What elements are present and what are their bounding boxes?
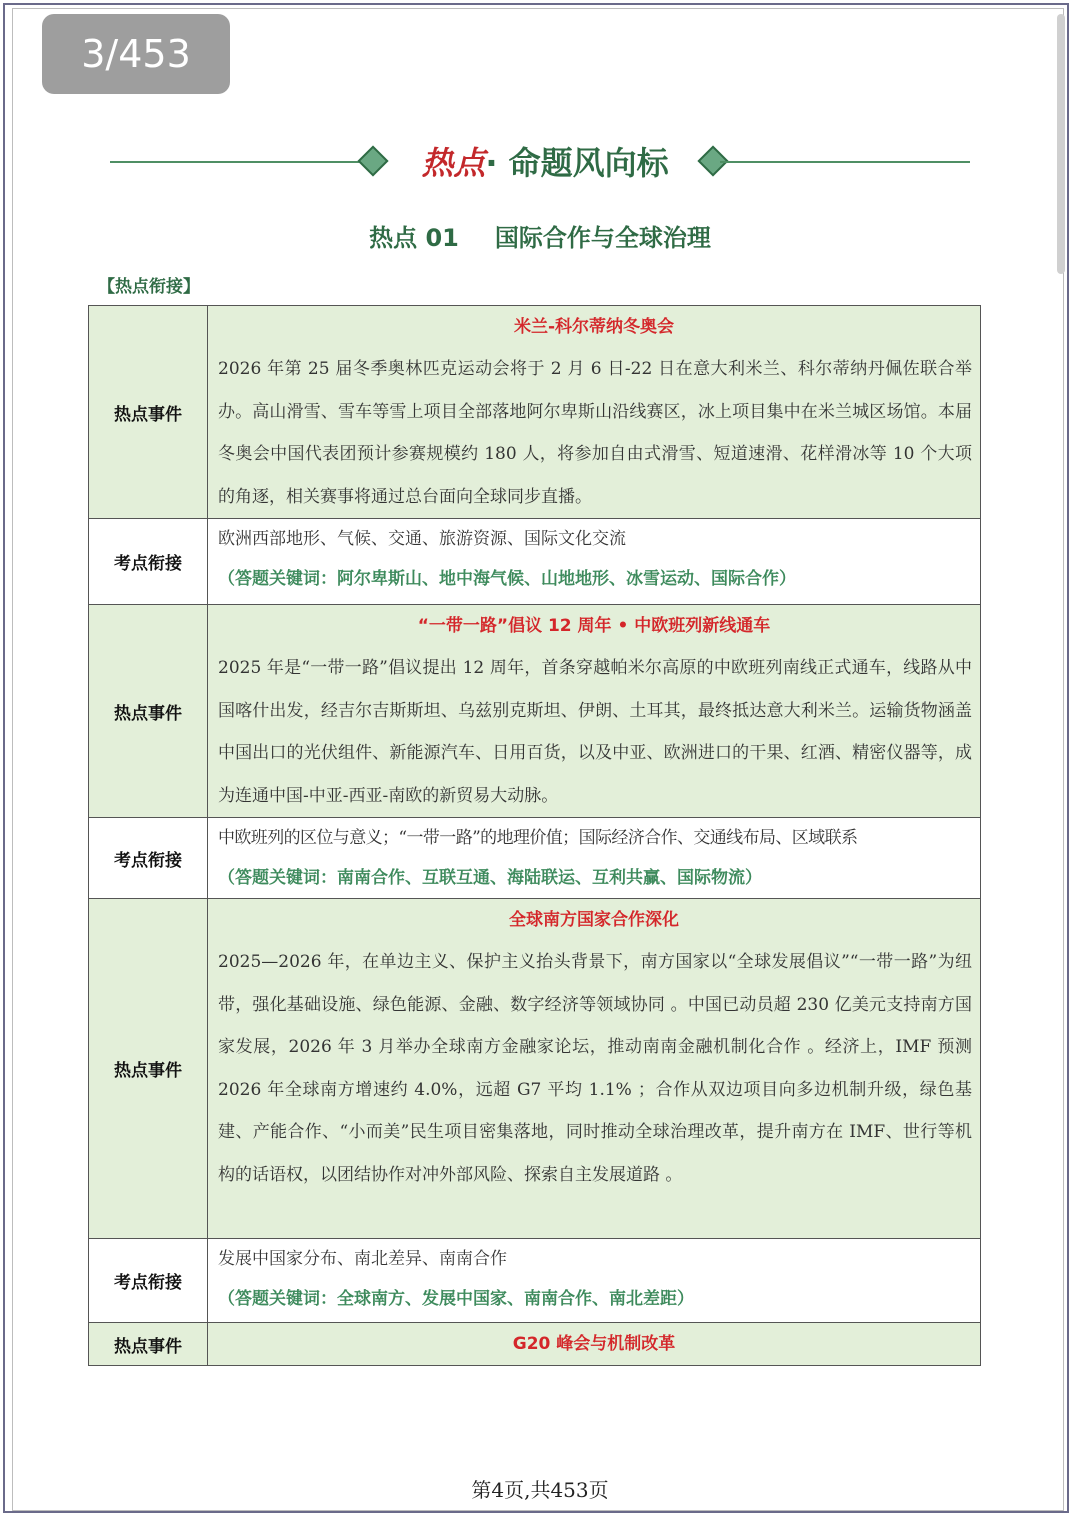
kaodian-keywords: （答题关键词：南南合作、互联互通、海陆联运、互利共赢、国际物流） — [218, 868, 762, 888]
event-cell — [208, 899, 981, 1239]
event-title: 米兰-科尔蒂纳冬奥会 — [513, 317, 675, 337]
kaodian-text: 发展中国家分布、南北差异、南南合作 — [218, 1249, 507, 1269]
kaodian-cell — [208, 519, 981, 605]
table-row — [89, 1239, 981, 1323]
row-label-event: 热点事件 — [89, 306, 208, 519]
kaodian-text: 欧洲西部地形、气候、交通、旅游资源、国际文化交流 — [218, 529, 626, 549]
table-row — [89, 1323, 981, 1366]
kaodian-cell — [208, 1239, 981, 1323]
section-banner — [110, 132, 970, 192]
table-row — [89, 605, 981, 818]
banner-line-left — [110, 161, 360, 163]
table-row — [89, 306, 981, 519]
kaodian-cell — [208, 818, 981, 899]
hotspot-number: 热点 01 — [369, 224, 459, 252]
event-body: 2026 年第 25 届冬季奥林匹克运动会将于 2 月 6 日-22 日在意大利米兰、科尔蒂纳丹佩佐联合举办。高山滑雪、雪车等雪上项目全部落地阿尔卑斯山沿线赛区，冰上项目集中在米兰城区场馆。本届冬奥会中国代表团预计参赛规模约 180 人，将参加自由式滑雪、短道速滑、花样滑冰等 10 个大项的角逐，相关赛事将通过总台面向全球同步直播。 — [218, 359, 972, 507]
page-footer: 第4页,共453页 — [471, 1478, 609, 1502]
hotspot-heading — [0, 218, 1080, 253]
row-label-kaodian: 考点衔接 — [89, 1239, 208, 1323]
table-row — [89, 899, 981, 1239]
event-title: 全球南方国家合作深化 — [509, 910, 679, 930]
event-title: G20 峰会与机制改革 — [512, 1334, 676, 1354]
row-label-event: 热点事件 — [89, 605, 208, 818]
kaodian-text: 中欧班列的区位与意义；“一带一路”的地理价值；国际经济合作、交通线布局、区域联系 — [218, 828, 858, 848]
banner-title — [400, 138, 690, 184]
row-label-kaodian: 考点衔接 — [89, 519, 208, 605]
event-cell — [208, 306, 981, 519]
event-body: 2025 年是“一带一路”倡议提出 12 周年，首条穿越帕米尔高原的中欧班列南线正式通车，线路从中国喀什出发，经吉尔吉斯斯坦、乌兹别克斯坦、伊朗、土耳其，最终抵达意大利米兰。运输货物涵盖中国出口的光伏组件、新能源汽车、日用百货，以及中亚、欧洲进口的干果、红酒、精密仪器等，成为连通中国-中亚-西亚-南欧的新贸易大动脉。 — [218, 658, 972, 806]
kaodian-keywords: （答题关键词：阿尔卑斯山、地中海气候、山地地形、冰雪运动、国际合作） — [218, 569, 796, 589]
kaodian-keywords: （答题关键词：全球南方、发展中国家、南南合作、南北差距） — [218, 1289, 694, 1309]
event-body: 2025—2026 年，在单边主义、保护主义抬头背景下，南方国家以“全球发展倡议”“一带一路”为纽带，强化基础设施、绿色能源、金融、数字经济等领域协同 。中国已动员超 230 亿美元支持南方国家发展，2026 年 3 月举办全球南方金融家论坛，推动南南金融机制化合作 。经济上，IMF 预测 2026 年全球南方增速约 4.0%，远超 G7 平均 1.1% ；合作从双边项目向多边机制升级，绿色基建、产能合作、“小而美”民生项目密集落地，同时推动全球治理改革，提升南方在 IMF、世行等机构的话语权，以团结协作对冲外部风险、探索自主发展道路 。 — [218, 952, 972, 1185]
hotspot-table — [88, 305, 981, 1366]
event-title: “一带一路”倡议 12 周年 • 中欧班列新线通车 — [417, 616, 771, 636]
table-row — [89, 818, 981, 899]
banner-title-green: · 命题风向标 — [485, 144, 669, 182]
section-label: 【热点衔接】 — [98, 277, 200, 297]
row-label-event: 热点事件 — [89, 899, 208, 1239]
row-label-kaodian: 考点衔接 — [89, 818, 208, 899]
page-counter-badge: 3/453 — [42, 14, 230, 94]
event-cell — [208, 1323, 981, 1366]
table-row — [89, 519, 981, 605]
hotspot-topic: 国际合作与全球治理 — [494, 224, 711, 252]
diamond-ornament-icon — [357, 145, 388, 176]
banner-title-red: 热点 — [421, 144, 486, 182]
event-cell — [208, 605, 981, 818]
banner-line-right — [720, 161, 970, 163]
row-label-event: 热点事件 — [89, 1323, 208, 1366]
